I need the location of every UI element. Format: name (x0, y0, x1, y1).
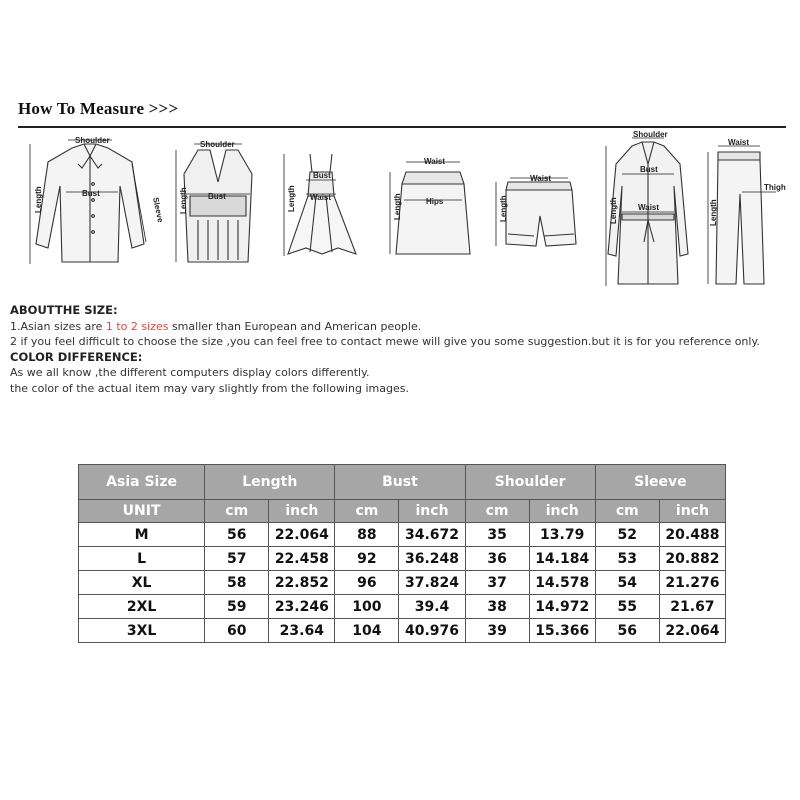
table-cell: 34.672 (399, 523, 465, 547)
vest-diagram (168, 134, 268, 274)
dress-waist-label: Waist (310, 193, 332, 202)
table-cell: 57 (205, 547, 269, 571)
skirt-hips-label: Hips (426, 197, 444, 206)
vest-bust-label: Bust (208, 192, 226, 201)
dress-diagram (276, 134, 366, 274)
shorts-length-label: Length (499, 195, 508, 222)
table-cell: 37.824 (399, 571, 465, 595)
table-cell: 56 (595, 619, 659, 643)
dress-bust-label: Bust (313, 171, 331, 180)
color-difference-heading: COLOR DIFFERENCE: (10, 349, 143, 364)
header-asia-size: Asia Size (79, 465, 205, 500)
table-cell: 60 (205, 619, 269, 643)
table-cell: 22.064 (659, 619, 725, 643)
table-unit-row (79, 500, 726, 523)
header-length: Length (205, 465, 335, 500)
unit-cell: inch (269, 500, 335, 523)
shirt-shoulder-label: Shoulder (75, 136, 110, 145)
unit-cell: cm (335, 500, 399, 523)
shorts-diagram (484, 134, 584, 274)
table-row (79, 523, 726, 547)
table-cell: 55 (595, 595, 659, 619)
table-cell: 54 (595, 571, 659, 595)
table-cell: 36 (465, 547, 529, 571)
coat-shoulder-label: Shoulder (633, 130, 668, 139)
about-size-heading: ABOUTTHE SIZE: (10, 303, 118, 317)
table-cell: 22.458 (269, 547, 335, 571)
header-shoulder: Shoulder (465, 465, 595, 500)
about-line-1 (10, 319, 790, 335)
header-unit: UNIT (79, 500, 205, 523)
shirt-length-label: Length (34, 186, 43, 213)
shirt-diagram (20, 134, 166, 274)
pants-thigh-label: Thigh (764, 183, 786, 192)
header-divider (18, 126, 786, 128)
table-cell: 14.578 (529, 571, 595, 595)
table-cell: 20.882 (659, 547, 725, 571)
measure-header (18, 99, 788, 119)
size-cell: 2XL (79, 595, 205, 619)
about-line-2: 2 if you feel difficult to choose the size ,you can feel free to contact mewe will give you some suggestion.but it is for you reference only. (10, 335, 760, 349)
unit-cell: inch (399, 500, 465, 523)
coat-figure (598, 130, 698, 294)
size-cell: 3XL (79, 619, 205, 643)
table-row (79, 547, 726, 571)
measurement-figures (18, 130, 788, 294)
table-cell: 88 (335, 523, 399, 547)
about-line-1-start: 1.Asian sizes are (10, 319, 106, 333)
table-cell: 96 (335, 571, 399, 595)
size-cell: M (79, 523, 205, 547)
table-cell: 20.488 (659, 523, 725, 547)
coat-bust-label: Bust (640, 165, 658, 174)
table-cell: 22.852 (269, 571, 335, 595)
vest-length-label: Length (179, 187, 188, 214)
header-sleeve: Sleeve (595, 465, 725, 500)
size-chart-table (78, 464, 726, 643)
table-cell: 23.64 (269, 619, 335, 643)
vest-figure (168, 134, 268, 274)
skirt-figure (378, 134, 478, 274)
shirt-bust-label: Bust (82, 189, 100, 198)
table-cell: 52 (595, 523, 659, 547)
header-bust: Bust (335, 465, 465, 500)
shirt-figure (20, 134, 166, 274)
unit-cell: cm (205, 500, 269, 523)
table-cell: 40.976 (399, 619, 465, 643)
table-cell: 38 (465, 595, 529, 619)
dress-length-label: Length (287, 185, 296, 212)
header-title: How To Measure >>> (18, 99, 179, 118)
shorts-waist-label: Waist (530, 174, 552, 183)
pants-figure (704, 134, 788, 294)
table-cell: 92 (335, 547, 399, 571)
size-cell: XL (79, 571, 205, 595)
coat-diagram (598, 130, 698, 294)
table-cell: 13.79 (529, 523, 595, 547)
dress-figure (276, 134, 366, 274)
shirt-sleeve-label: Sleeve (150, 196, 166, 224)
table-cell: 59 (205, 595, 269, 619)
pants-waist-label: Waist (728, 138, 750, 147)
table-cell: 39 (465, 619, 529, 643)
about-line-4: the color of the actual item may vary slightly from the following images. (10, 381, 409, 395)
pants-diagram (704, 134, 788, 294)
table-row (79, 595, 726, 619)
unit-cell: inch (529, 500, 595, 523)
table-header-row (79, 465, 726, 500)
table-cell: 21.276 (659, 571, 725, 595)
table-cell: 21.67 (659, 595, 725, 619)
unit-cell: cm (465, 500, 529, 523)
table-cell: 104 (335, 619, 399, 643)
table-row (79, 571, 726, 595)
table-cell: 14.184 (529, 547, 595, 571)
table-cell: 58 (205, 571, 269, 595)
size-notes (10, 303, 790, 397)
table-cell: 22.064 (269, 523, 335, 547)
unit-cell: inch (659, 500, 725, 523)
table-cell: 39.4 (399, 595, 465, 619)
skirt-diagram (378, 134, 478, 274)
table-cell: 36.248 (399, 547, 465, 571)
table-cell: 37 (465, 571, 529, 595)
about-line-1-highlight: 1 to 2 sizes (105, 319, 169, 333)
shorts-figure (484, 134, 584, 274)
size-cell: L (79, 547, 205, 571)
coat-waist-label: Waist (638, 203, 660, 212)
about-line-3: As we all know ,the different computers display colors differently. (10, 366, 370, 380)
table-cell: 23.246 (269, 595, 335, 619)
table-cell: 100 (335, 595, 399, 619)
skirt-length-label: Length (393, 193, 402, 220)
table-cell: 53 (595, 547, 659, 571)
table-cell: 15.366 (529, 619, 595, 643)
table-cell: 35 (465, 523, 529, 547)
table-row (79, 619, 726, 643)
skirt-waist-label: Waist (424, 157, 446, 166)
table-cell: 14.972 (529, 595, 595, 619)
unit-cell: cm (595, 500, 659, 523)
coat-length-label: Length (609, 197, 618, 224)
table-cell: 56 (205, 523, 269, 547)
about-line-1-end: smaller than European and American people. (168, 319, 422, 333)
vest-shoulder-label: Shoulder (200, 140, 235, 149)
pants-length-label: Length (709, 199, 718, 226)
